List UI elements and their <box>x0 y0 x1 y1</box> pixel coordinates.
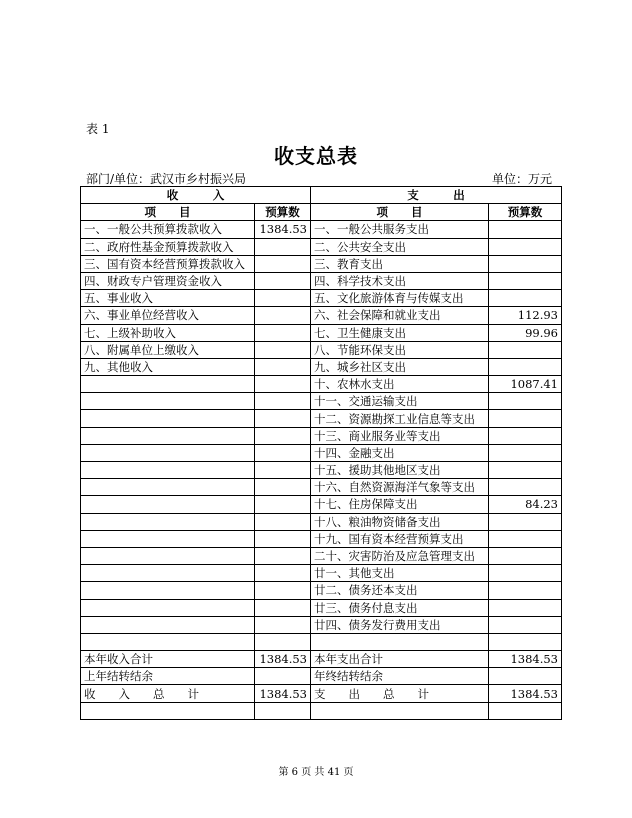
income-item-cell: 二、政府性基金预算拨款收入 <box>81 238 255 255</box>
income-group-header: 收 入 <box>81 187 311 204</box>
income-item-cell <box>81 582 255 599</box>
table-row <box>81 668 562 685</box>
income-budget-cell <box>255 479 311 496</box>
income-budget-cell <box>255 530 311 547</box>
department-label: 部门/单位：武汉市乡村振兴局 <box>86 172 247 186</box>
income-budget-cell <box>255 427 311 444</box>
expense-budget-cell <box>489 238 562 255</box>
expense-item-cell: 十九、国有资本经营预算支出 <box>311 530 489 547</box>
income-item-cell <box>81 496 255 513</box>
expense-budget-cell <box>489 255 562 272</box>
income-budget-cell <box>255 668 311 685</box>
table-row <box>81 444 562 461</box>
income-item-cell <box>81 547 255 564</box>
expense-item-cell: 八、节能环保支出 <box>311 341 489 358</box>
table-row <box>81 410 562 427</box>
income-budget-cell <box>255 599 311 616</box>
expense-budget-cell: 1384.53 <box>489 651 562 668</box>
expense-item-cell: 十五、援助其他地区支出 <box>311 462 489 479</box>
expense-budget-cell <box>489 633 562 650</box>
table-column-header-row <box>81 204 562 221</box>
table-row <box>81 702 562 719</box>
income-item-cell: 一、一般公共预算拨款收入 <box>81 221 255 238</box>
table-row <box>81 358 562 375</box>
expense-item-cell: 本年支出合计 <box>311 651 489 668</box>
table-row <box>81 376 562 393</box>
table-row <box>81 272 562 289</box>
expense-budget-cell <box>489 410 562 427</box>
income-item-cell: 五、事业收入 <box>81 290 255 307</box>
income-item-cell <box>81 479 255 496</box>
table-row <box>81 393 562 410</box>
table-row <box>81 530 562 547</box>
income-item-cell: 收 入 总 计 <box>81 685 255 702</box>
expense-budget-cell <box>489 444 562 461</box>
income-budget-cell: 1384.53 <box>255 221 311 238</box>
expense-budget-cell <box>489 530 562 547</box>
income-item-cell <box>81 599 255 616</box>
income-budget-cell <box>255 290 311 307</box>
expense-item-cell: 十一、交通运输支出 <box>311 393 489 410</box>
expense-budget-cell: 112.93 <box>489 307 562 324</box>
income-budget-cell <box>255 358 311 375</box>
income-budget-cell <box>255 324 311 341</box>
expense-budget-cell <box>489 565 562 582</box>
expense-item-cell: 九、城乡社区支出 <box>311 358 489 375</box>
expense-budget-cell <box>489 599 562 616</box>
table-row <box>81 255 562 272</box>
expense-item-cell: 十二、资源勘探工业信息等支出 <box>311 410 489 427</box>
table-row <box>81 582 562 599</box>
expense-item-cell: 四、科学技术支出 <box>311 272 489 289</box>
expense-item-cell: 廿三、债务付息支出 <box>311 599 489 616</box>
income-item-cell <box>81 616 255 633</box>
table-row <box>81 565 562 582</box>
expense-item-cell: 廿一、其他支出 <box>311 565 489 582</box>
expense-item-cell: 七、卫生健康支出 <box>311 324 489 341</box>
expense-item-cell: 十八、粮油物资储备支出 <box>311 513 489 530</box>
income-item-cell <box>81 410 255 427</box>
table-row <box>81 341 562 358</box>
income-item-cell <box>81 393 255 410</box>
table-row <box>81 685 562 702</box>
income-budget-cell <box>255 496 311 513</box>
income-budget-cell <box>255 513 311 530</box>
income-budget-cell <box>255 582 311 599</box>
table-row <box>81 307 562 324</box>
expense-item-cell: 二、公共安全支出 <box>311 238 489 255</box>
income-item-cell <box>81 530 255 547</box>
expense-item-cell: 十六、自然资源海洋气象等支出 <box>311 479 489 496</box>
expense-budget-cell <box>489 290 562 307</box>
expense-item-cell: 十三、商业服务业等支出 <box>311 427 489 444</box>
page-footer: 第 6 页 共 41 页 <box>278 767 354 778</box>
expense-budget-cell <box>489 582 562 599</box>
expense-budget-cell <box>489 462 562 479</box>
expense-item-cell <box>311 633 489 650</box>
expense-budget-cell <box>489 221 562 238</box>
table-row <box>81 238 562 255</box>
expense-item-cell: 三、教育支出 <box>311 255 489 272</box>
table-row <box>81 427 562 444</box>
budget-summary-table <box>80 186 562 720</box>
expense-item-cell: 十七、住房保障支出 <box>311 496 489 513</box>
expense-item-cell: 十、农林水支出 <box>311 376 489 393</box>
table-body <box>81 221 562 719</box>
expense-budget-cell <box>489 358 562 375</box>
income-budget-cell <box>255 341 311 358</box>
table-row <box>81 651 562 668</box>
income-budget-cell <box>255 307 311 324</box>
expense-budget-cell <box>489 479 562 496</box>
table-row <box>81 290 562 307</box>
expense-item-cell <box>311 702 489 719</box>
expense-item-header: 项 目 <box>311 204 489 221</box>
table-row <box>81 324 562 341</box>
expense-item-cell: 十四、金融支出 <box>311 444 489 461</box>
table-row <box>81 547 562 564</box>
income-item-cell: 三、国有资本经营预算拨款收入 <box>81 255 255 272</box>
income-item-cell: 四、财政专户管理资金收入 <box>81 272 255 289</box>
income-item-cell: 六、事业单位经营收入 <box>81 307 255 324</box>
income-item-cell: 本年收入合计 <box>81 651 255 668</box>
expense-budget-cell: 1087.41 <box>489 376 562 393</box>
income-item-header: 项 目 <box>81 204 255 221</box>
expense-item-cell: 支 出 总 计 <box>311 685 489 702</box>
table-row <box>81 513 562 530</box>
income-item-cell <box>81 427 255 444</box>
table-number-label: 表 1 <box>86 122 110 136</box>
expense-item-cell: 六、社会保障和就业支出 <box>311 307 489 324</box>
table-row <box>81 616 562 633</box>
income-budget-cell: 1384.53 <box>255 685 311 702</box>
income-budget-cell <box>255 410 311 427</box>
expense-budget-cell <box>489 668 562 685</box>
income-budget-cell <box>255 616 311 633</box>
income-budget-cell <box>255 393 311 410</box>
income-item-cell <box>81 633 255 650</box>
income-item-cell: 上年结转结余 <box>81 668 255 685</box>
income-item-cell <box>81 513 255 530</box>
expense-budget-cell: 1384.53 <box>489 685 562 702</box>
expense-budget-header: 预算数 <box>489 204 562 221</box>
expense-budget-cell <box>489 547 562 564</box>
expense-group-header: 支 出 <box>311 187 562 204</box>
income-item-cell <box>81 462 255 479</box>
table-row <box>81 479 562 496</box>
income-budget-cell <box>255 238 311 255</box>
income-item-cell: 九、其他收入 <box>81 358 255 375</box>
income-budget-cell <box>255 444 311 461</box>
unit-label: 单位：万元 <box>491 172 552 186</box>
income-budget-header: 预算数 <box>255 204 311 221</box>
income-item-cell <box>81 702 255 719</box>
income-budget-cell <box>255 633 311 650</box>
expense-item-cell: 五、文化旅游体育与传媒支出 <box>311 290 489 307</box>
expense-item-cell: 廿二、债务还本支出 <box>311 582 489 599</box>
expense-budget-cell <box>489 702 562 719</box>
income-budget-cell <box>255 255 311 272</box>
income-item-cell <box>81 444 255 461</box>
income-budget-cell <box>255 565 311 582</box>
expense-budget-cell: 84.23 <box>489 496 562 513</box>
income-budget-cell: 1384.53 <box>255 651 311 668</box>
expense-budget-cell <box>489 393 562 410</box>
table-row <box>81 496 562 513</box>
expense-budget-cell <box>489 513 562 530</box>
page-title: 收支总表 <box>274 144 358 168</box>
table-row <box>81 599 562 616</box>
expense-budget-cell: 99.96 <box>489 324 562 341</box>
table-row <box>81 462 562 479</box>
expense-budget-cell <box>489 616 562 633</box>
expense-budget-cell <box>489 272 562 289</box>
table-group-header-row <box>81 187 562 204</box>
expense-budget-cell <box>489 427 562 444</box>
expense-budget-cell <box>489 341 562 358</box>
expense-item-cell: 廿四、债务发行费用支出 <box>311 616 489 633</box>
income-item-cell: 七、上级补助收入 <box>81 324 255 341</box>
income-item-cell <box>81 376 255 393</box>
expense-item-cell: 一、一般公共服务支出 <box>311 221 489 238</box>
income-item-cell <box>81 565 255 582</box>
expense-item-cell: 二十、灾害防治及应急管理支出 <box>311 547 489 564</box>
income-budget-cell <box>255 376 311 393</box>
income-budget-cell <box>255 272 311 289</box>
income-item-cell: 八、附属单位上缴收入 <box>81 341 255 358</box>
income-budget-cell <box>255 702 311 719</box>
income-budget-cell <box>255 547 311 564</box>
expense-item-cell: 年终结转结余 <box>311 668 489 685</box>
table-row <box>81 221 562 238</box>
table-row <box>81 633 562 650</box>
income-budget-cell <box>255 462 311 479</box>
